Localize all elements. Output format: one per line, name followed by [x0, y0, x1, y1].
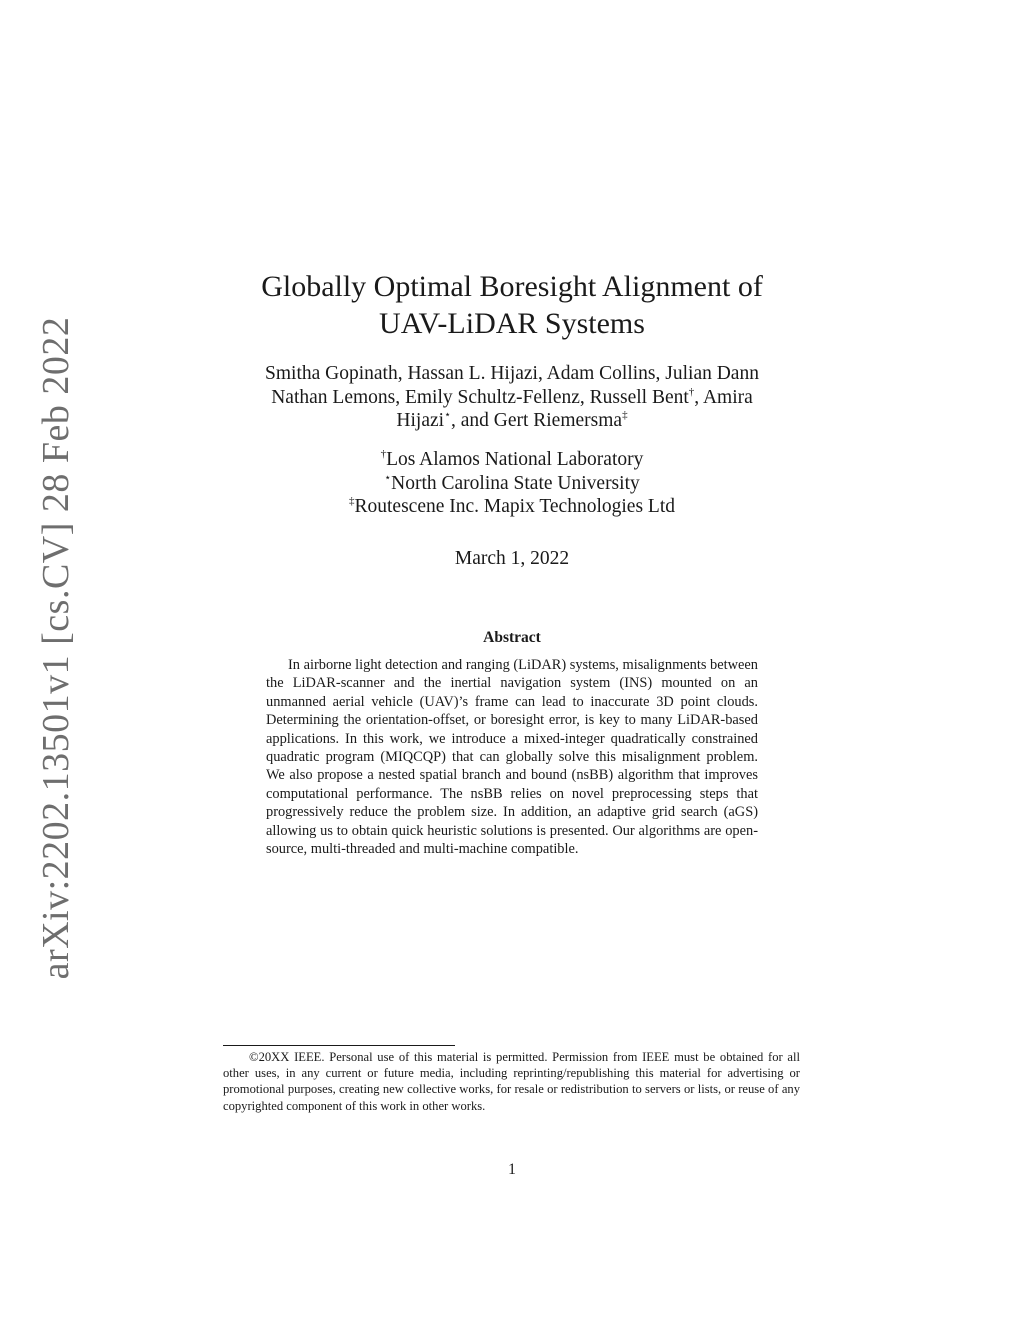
- affiliation-item: [200, 472, 824, 496]
- affiliation-mark: †: [380, 448, 387, 460]
- footnote-divider: [223, 1045, 455, 1046]
- affiliation-item: [200, 495, 824, 519]
- author-line-3-mark-2: ‡: [622, 409, 628, 421]
- page-number: 1: [508, 1161, 516, 1178]
- author-line-3: [200, 409, 824, 433]
- abstract-heading: Abstract: [483, 629, 541, 646]
- copyright-footnote: ©20XX IEEE. Personal use of this material is permitted. Permission from IEEE must be obtained for all other uses, in any current or future media, including reprinting/republishing this material for advertising or promotional purposes, creating new collective works, for resale or redistribution to servers or lists, or reuse of any copyrighted component of this work in other works.: [223, 1050, 800, 1113]
- author-line-3-mark: ⋆: [444, 409, 451, 421]
- author-line-2-tail: , Amira: [694, 386, 753, 408]
- publication-date: March 1, 2022: [454, 548, 570, 569]
- author-list: [200, 362, 824, 433]
- paper-title-line-2: UAV-LiDAR Systems: [379, 307, 645, 340]
- affiliation-name: Routescene Inc. Mapix Technologies Ltd: [354, 496, 675, 517]
- affiliation-mark: ‡: [349, 495, 355, 507]
- author-line-3-text: Hijazi: [396, 410, 445, 431]
- affiliation-name: North Carolina State University: [391, 472, 640, 494]
- author-line-1: Smitha Gopinath, Hassan L. Hijazi, Adam Collins, Julian Dann: [265, 363, 759, 384]
- author-line-3-mid: , and Gert Riemersma: [450, 410, 623, 431]
- author-line-2-text: Nathan Lemons, Emily Schultz-Fellenz, Russell Bent: [271, 386, 689, 408]
- author-line-2-mark: †: [688, 385, 695, 398]
- abstract-body: In airborne light detection and ranging (LiDAR) systems, misalignments between the LiDAR-scanner and the inertial navigation system (INS) mounted on an unmanned aerial vehicle (UAV)’s frame can lead to inaccurate 3D point clouds. Determining the orientation-offset, or boresight error, is key to many LiDAR-based applications. In this work, we introduce a mixed-integer quadratically constrained quadratic program (MIQCQP) that can globally solve this misalignment problem. We also propose a nested spatial branch and bound (nsBB) algorithm that improves computational performance. The nsBB relies on novel preprocessing steps that progressively reduce the problem size. In addition, an adaptive grid search (aGS) allowing us to obtain quick heuristic solutions is presented. Our algorithms are open-source, multi-threaded and multi-machine compatible.: [266, 657, 758, 858]
- affiliation-list: [200, 448, 824, 519]
- affiliation-name: Los Alamos National Laboratory: [386, 449, 644, 470]
- arxiv-identifier-stamp: arXiv:2202.13501v1 [cs.CV] 28 Feb 2022: [35, 316, 77, 980]
- paper-title-block: [200, 268, 824, 342]
- affiliation-item: [200, 448, 824, 472]
- paper-title-line-1: Globally Optimal Boresight Alignment of: [261, 270, 763, 303]
- author-line-2: [200, 386, 824, 410]
- affiliation-mark: ⋆: [384, 471, 392, 484]
